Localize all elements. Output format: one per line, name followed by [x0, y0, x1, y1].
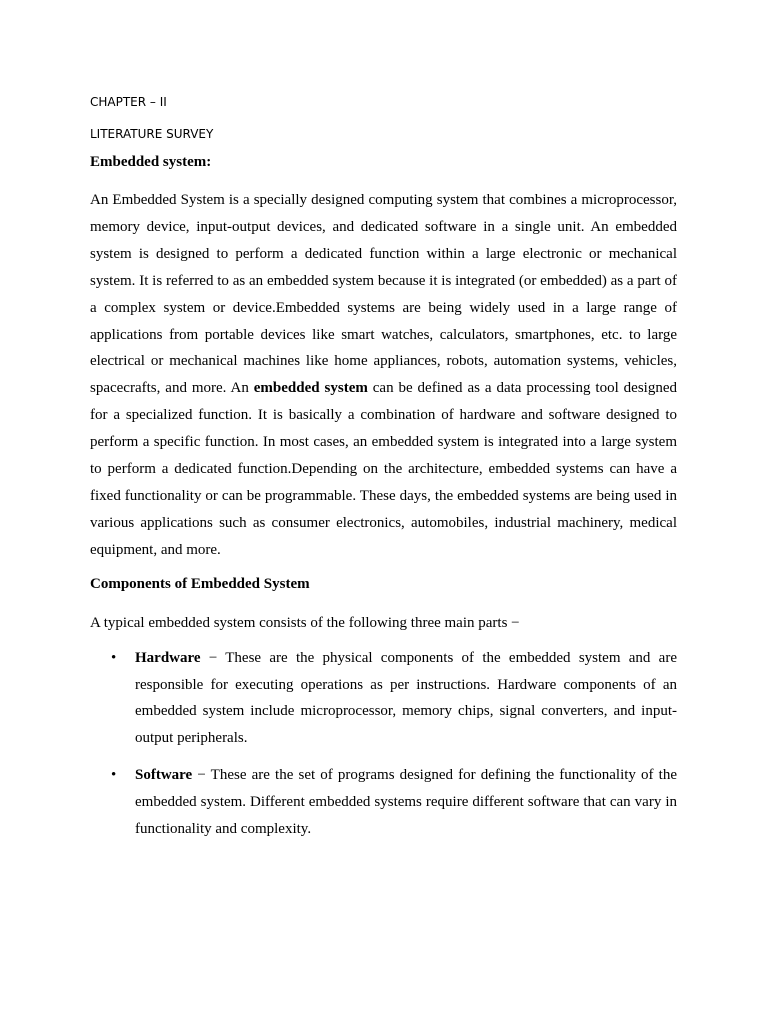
document-page: [90, 92, 677, 853]
bullet-icon: •: [111, 767, 117, 784]
section-title: LITERATURE SURVEY: [90, 127, 214, 141]
list-item-term: Software: [135, 767, 193, 784]
list-item-software: [90, 762, 677, 843]
components-list: [90, 645, 677, 843]
embedded-system-paragraph: [90, 187, 677, 564]
embedded-system-bold-term: embedded system: [253, 380, 368, 397]
list-item-text: [135, 645, 677, 753]
paragraph-text-end: can be defined as a data processing tool designed for a specialized function. It is basically a combination of hardware and software designed to perform a specific function. In most cases, an embedded system is integrated into a large system to perform a dedicated function.Depending on the architecture, embedded systems can have a fixed functionality or can be programmable. These days, the embedded systems are being used in various applications such as consumer electronics, automobiles, industrial machinery, medical equipment, and more.: [90, 380, 677, 558]
chapter-label: CHAPTER – II: [90, 95, 167, 109]
list-item-hardware: [90, 645, 677, 753]
paragraph-text-start: An Embedded System is a specially designed computing system that combines a microprocessor, memory device, input-output devices, and dedicated software in a single unit. An embedded system is designed to perform a dedicated function within a large electronic or mechanical system. It is referred to as an embedded system because it is integrated (or embedded) as a part of a complex system or device.Embedded systems are being widely used in a large range of applications from portable devices like smart watches, calculators, smartphones, etc. to large electrical or mechanical machines like home appliances, robots, automation systems, vehicles, spacecrafts, and more. An: [90, 192, 677, 397]
components-heading: Components of Embedded System: [90, 575, 310, 592]
bullet-icon: •: [111, 649, 117, 666]
list-item-text: [135, 762, 677, 843]
list-item-term: Hardware: [135, 649, 201, 666]
list-item-description: − These are the physical components of the embedded system and are responsible for executing operations as per instructions. Hardware components of an embedded system include microprocessor, memory chips, signal converters, and input-output peripherals.: [135, 649, 677, 747]
list-item-description: − These are the set of programs designed for defining the functionality of the embedded system. Different embedded systems require different software that can vary in functionality and complexity.: [135, 767, 677, 838]
embedded-system-heading: Embedded system:: [90, 154, 212, 170]
components-lead-paragraph: A typical embedded system consists of the following three main parts −: [90, 614, 520, 631]
